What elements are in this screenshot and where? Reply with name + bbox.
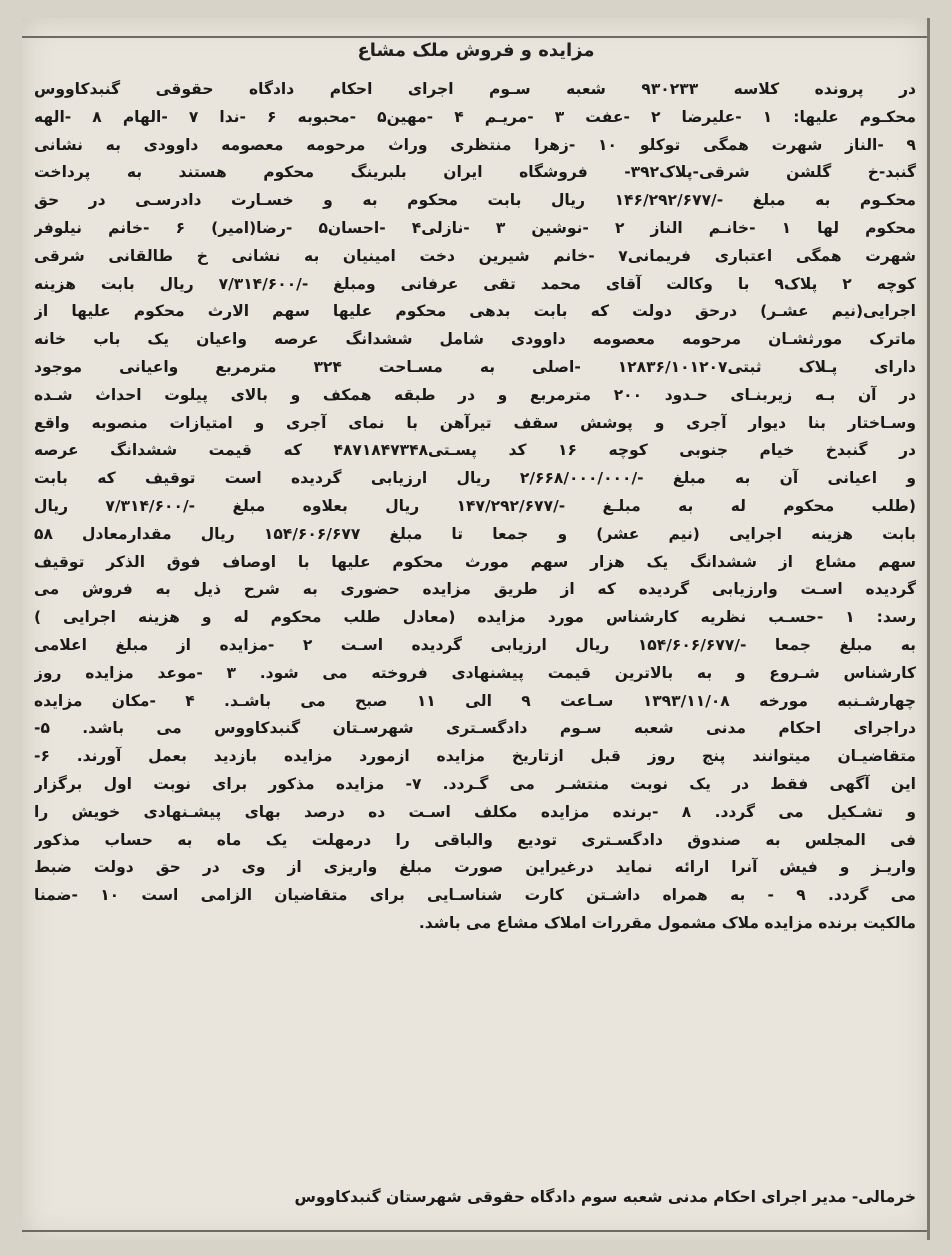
notice-title: مزایده و فروش ملک مشاع xyxy=(357,40,595,61)
newspaper-clipping xyxy=(22,18,930,1240)
notice-signature: خرمالی- مدیر اجرای احکام مدنی شعبه سوم دادگاه حقوقی شهرستان گنبدکاووس xyxy=(294,1188,916,1206)
notice-line: کارشناس شـروع و به بالاترین قیمت پیشنهادی فروخته می شود. ۳ -موعد مزایده روز xyxy=(34,663,916,682)
notice-line: و اعیانی آن به مبلغ -/۲/۶۶۸/۰۰۰/۰۰۰ ریال ارزیابی گردیده است توقیف که بابت xyxy=(34,469,916,488)
notice-line: متقاضیـان میتوانند پنج روز قبل ازتاریخ مزایده ازمورد مزایده بازدید بعمل آورند. ۶- xyxy=(34,747,916,766)
notice-line: بابت هزینه اجرایی (نیم عشر) و جمعا تا مبلغ ۱۵۴/۶۰۶/۶۷۷ ریال مقدارمعادل ۵۸ xyxy=(34,524,916,543)
side-divider xyxy=(927,18,930,1240)
notice-line: دراجرای احکام مدنی شعبه سـوم دادگسـتری شهرسـتان گنبدکاووس می باشد. ۵- xyxy=(34,719,916,738)
notice-line: اجرایی(نیم عشـر) درحق دولت که بابت بدهی محکوم علیها سهم الارث محکوم علیها از xyxy=(34,302,916,321)
notice-line: سهم مشاع از ششدانگ یک هزار سهم مورث محکوم علیها با اوصاف فوق الذکر توقیف xyxy=(34,552,916,571)
notice-line: شهرت همگی اعتباری فریمانی۷ -خانم شیرین دخت امینیان به نشانی خ طالقانی شرقی xyxy=(34,246,916,265)
notice-line: کوچه ۲ پلاک۹ با وکالت آقای محمد تقی عرفانی ومبلغ -/۷/۳۱۴/۶۰۰ ریال بابت هزینه xyxy=(34,274,916,293)
notice-line: ۹ -الناز شهرت همگی توکلو ۱۰ -زهرا منتظری وراث مرحومه معصومه داوودی به نشانی xyxy=(34,135,916,154)
notice-line: گردیده اسـت وارزیابی گردیده که از طریق مزایده حضوری به شرح ذیل به فروش می xyxy=(34,580,916,599)
notice-line: فی المجلس به صندوق دادگسـتری تودیع والباقی را درمهلت یک ماه به حساب مذکور xyxy=(34,830,916,849)
notice-line: و تشـکیل می گردد. ۸ -برنده مزایده مکلف اسـت ده درصد بهای پیشـنهادی خویش را xyxy=(34,802,916,821)
notice-line: رسد: ۱ -حسـب نظریه کارشناس مورد مزایده (معادل طلب محکوم له و هزینه اجرایی ) xyxy=(34,608,916,627)
notice-line: محکـوم به مبلغ -/۱۴۶/۲۹۲/۶۷۷ ریال بابت محکوم به و خسـارت دادرسـی در حق xyxy=(34,191,916,210)
notice-line: چهارشـنبه مورخه ۱۳۹۳/۱۱/۰۸ سـاعت ۹ الی ۱۱ صبح می باشـد. ۴ -مکان مزایده xyxy=(34,691,916,710)
notice-line: محکوم لها ۱ -خانـم الناز ۲ -نوشین ۳ -نازلی۴ -احسان۵ -رضا(امیر) ۶ -خانم نیلوفر xyxy=(34,218,916,237)
notice-line: گنبد-خ گلشن شرقی-پلاک۳۹۲- فروشگاه ایران بلبرینگ محکوم هستند به پرداخت xyxy=(34,163,916,182)
notice-line: می گردد. ۹ - به همراه داشـتن کارت شناسـایی برای متقاضیان الزامی است ۱۰ -ضمنا xyxy=(34,886,916,905)
notice-line: وسـاختار بنا دیوار آجری و پوشش سقف تیرآهن با نمای آجری و امتیازات منصوبه واقع xyxy=(34,413,916,432)
notice-line: این آگهی فقط در یک نوبت منتشـر می گـردد. ۷- مزایده مذکور برای نوبت اول برگزار xyxy=(34,774,916,793)
notice-line: در پرونده کلاسه ۹۳۰۲۳۳ شعبه سـوم اجرای احکام دادگاه حقوقی گنبدکاووس xyxy=(34,80,916,98)
top-divider xyxy=(22,36,930,38)
notice-line: دارای پـلاک ثبتی۱۲۸۳۶/۱۰۱۲۰۷ -اصلی به مسـاحت ۳۲۴ مترمربع واعیانی موجود xyxy=(34,357,916,376)
notice-line: محکـوم علیها: ۱ -علیرضا ۲ -عفت ۳ -مریـم ۴ -مهین۵ -محبوبه ۶ -ندا ۷ -الهام ۸ -الهه xyxy=(34,107,916,126)
notice-line: در گنبدخ خیام جنوبی کوچه ۱۶ کد پسـتی۴۸۷۱۸۴۷۳۴۸ که قیمت ششدانگ عرصه xyxy=(34,441,916,460)
notice-line: واریـز و فیش آنرا ارائه نماید درغیراین صورت مبلغ واریزی از وی در حق دولت ضبط xyxy=(34,858,916,877)
notice-line: (طلب محکوم له به مبلـغ -/۱۴۷/۲۹۲/۶۷۷ ریال بعلاوه مبلغ -/۷/۳۱۴/۶۰۰ ریال xyxy=(34,496,916,515)
notice-line-last: مالکیت برنده مزایده ملاک مشمول مقررات املاک مشاع می باشد. xyxy=(418,913,916,932)
notice-line: در آن بـه زیربنـای حـدود ۲۰۰ مترمربع و در طبقه همکف و بالای پیلوت احداث شـده xyxy=(34,385,916,404)
notice-line: به مبلغ جمعا -/۱۵۴/۶۰۶/۶۷۷ ریال ارزیابی گردیده اسـت ۲ -مزایده از مبلغ اعلامی xyxy=(34,635,916,654)
bottom-divider xyxy=(22,1230,930,1232)
notice-body xyxy=(34,76,916,938)
notice-line: ماترک مورثشـان مرحومه معصومه داوودی شامل ششدانگ عرصه واعیان یک باب خانه xyxy=(34,330,916,349)
